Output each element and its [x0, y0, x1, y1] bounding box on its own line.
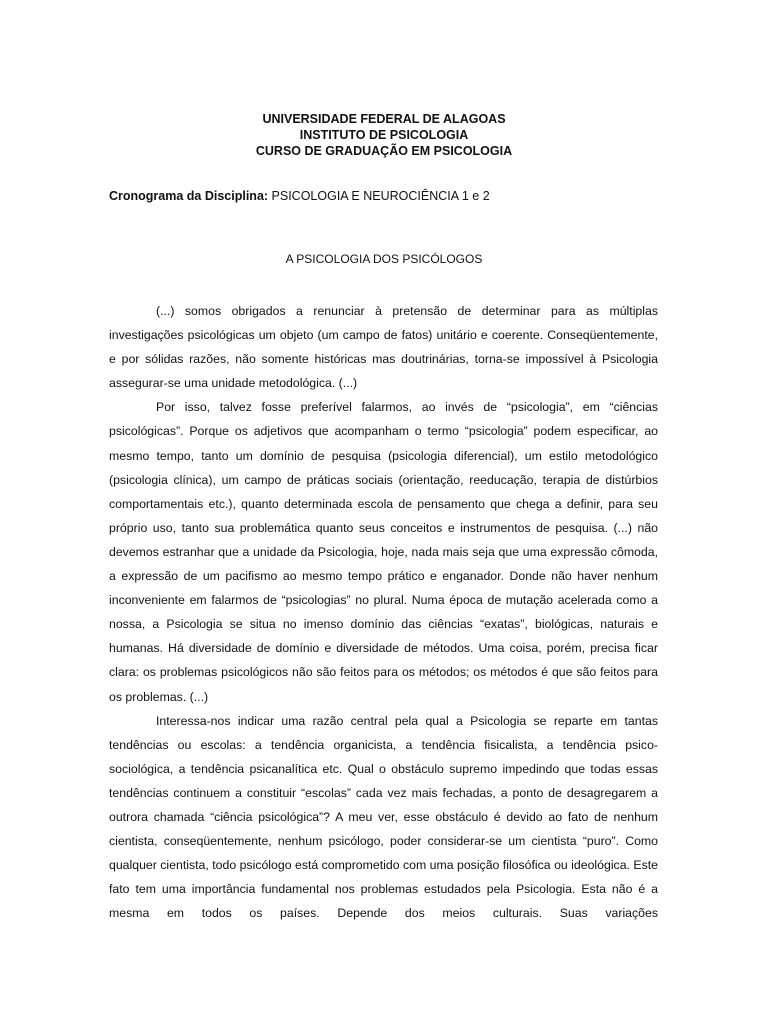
- course-name: CURSO DE GRADUAÇÃO EM PSICOLOGIA: [255, 144, 513, 158]
- body-text: [109, 299, 658, 925]
- institution-header: [0, 111, 768, 159]
- discipline-name: PSICOLOGIA E NEUROCIÊNCIA 1 e 2: [268, 189, 490, 203]
- section-title: A PSICOLOGIA DOS PSICÓLOGOS: [285, 252, 483, 266]
- university-name: UNIVERSIDADE FEDERAL DE ALAGOAS: [262, 112, 506, 126]
- paragraph: (...) somos obrigados a renunciar à pretensão de determinar para as múltiplas investigações psicológicas um objeto (um campo de fatos) unitário e coerente. Conseqüentemente, e por sólidas razões, não somente históricas mas doutrinárias, torna-se impossível à Psicologia assegurar-se uma unidade metodológica. (...): [109, 304, 658, 391]
- paragraph: Interessa-nos indicar uma razão central pela qual a Psicologia se reparte em tantas tendências ou escolas: a tendência organicista, a tendência fisicalista, a tendência psico-sociológica, a tendência psicanalítica etc. Qual o obstáculo supremo impedindo que todas essas tendências continuem a constituir “escolas” cada vez mais fechadas, a ponto de desagregarem a outrora chamada “ciência psicológica”? A meu ver, esse obstáculo é devido ao fato de nenhum cientista, conseqüentemente, nenhum psicólogo, poder considerar-se um cientista “puro”. Como qualquer cientista, todo psicólogo está comprometido com uma posição filosófica ou ideológica. Este fato tem uma importância fundamental nos problemas estudados pela Psicologia. Esta não é a mesma em todos os países. Depende dos meios culturais. Suas variações: [109, 713, 658, 921]
- paragraph: Por isso, talvez fosse preferível falarmos, ao invés de “psicologia”, em “ciências psicológicas”. Porque os adjetivos que acompanham o termo “psicologia” podem especificar, ao mesmo tempo, tanto um domínio de pesquisa (psicologia diferencial), um estilo metodológico (psicologia clínica), um campo de práticas sociais (orientação, reeducação, terapia de distúrbios comportamentais etc.), quanto determinada escola de pensamento que chega a definir, para seu próprio uso, tanto sua problemática quanto seus conceitos e instrumentos de pesquisa. (...) não devemos estranhar que a unidade da Psicologia, hoje, nada mais seja que uma expressão cômoda, a expressão de um pacifismo ao mesmo tempo prático e enganador. Donde não haver nenhum inconveniente em falarmos de “psicologias” no plural. Numa época de mutação acelerada como a nossa, a Psicologia se situa no imenso domínio das ciências “exatas”, biológicas, naturais e humanas. Há diversidade de domínio e diversidade de métodos. Uma coisa, porém, precisa ficar clara: os problemas psicológicos não são feitos para os métodos; os métodos é que são feitos para os problemas. (...): [109, 400, 658, 704]
- institute-name: INSTITUTO DE PSICOLOGIA: [299, 128, 469, 142]
- discipline-line: [109, 188, 490, 204]
- discipline-label: Cronograma da Disciplina:: [109, 189, 269, 203]
